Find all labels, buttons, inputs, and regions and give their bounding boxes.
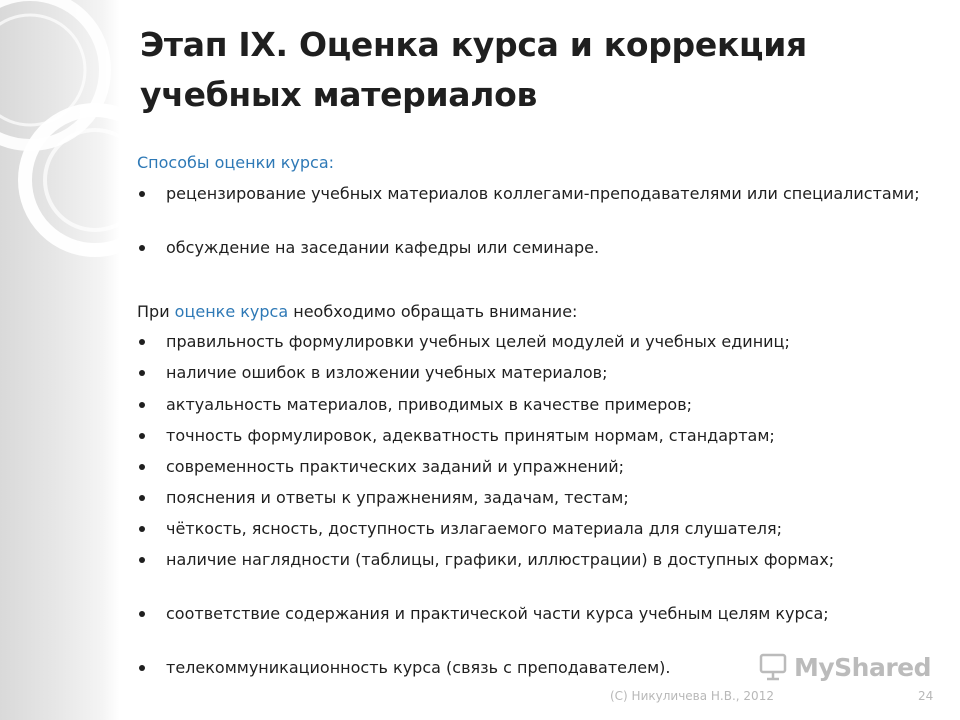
list-item-text: пояснения и ответы к упражнениям, задачам, тестам;	[166, 488, 629, 507]
list-item	[137, 549, 930, 571]
watermark-text: MyShared	[794, 652, 932, 682]
list-item-text: правильность формулировки учебных целей модулей и учебных единиц;	[166, 332, 790, 351]
list-item	[137, 603, 930, 625]
bullet-icon	[139, 495, 145, 501]
criteria-intro	[137, 302, 577, 321]
footer-page-number: 24	[918, 689, 934, 703]
list-item-text: рецензирование учебных материалов коллегами-преподавателями или специалистами;	[166, 184, 920, 203]
bullet-icon	[139, 665, 145, 671]
list-item-text: наличие ошибок в изложении учебных материалов;	[166, 363, 608, 382]
bullet-icon	[139, 339, 145, 345]
list-item	[137, 237, 930, 259]
bullet-icon	[139, 557, 145, 563]
bullet-icon	[139, 611, 145, 617]
list-item	[137, 425, 930, 447]
list-item	[137, 456, 930, 478]
list-item-text: актуальность материалов, приводимых в качестве примеров;	[166, 395, 693, 414]
criteria-intro-after: необходимо обращать внимание:	[288, 302, 578, 321]
presentation-board-icon	[758, 652, 788, 682]
methods-heading: Способы оценки курса:	[137, 153, 335, 172]
slide-title: Этап IX. Оценка курса и коррекция учебных материалов	[140, 25, 807, 114]
list-item-text: соответствие содержания и практической части курса учебным целям курса;	[166, 604, 829, 623]
list-item-text: точность формулировок, адекватность принятым нормам, стандартам;	[166, 426, 775, 445]
criteria-intro-highlight: оценке курса	[174, 302, 289, 321]
bullet-icon	[139, 370, 145, 376]
bullet-icon	[139, 245, 145, 251]
decorative-rings	[0, 0, 140, 320]
list-item	[137, 362, 930, 384]
list-item	[137, 331, 930, 353]
list-item-text: современность практических заданий и упражнений;	[166, 457, 625, 476]
list-item-text: чёткость, ясность, доступность излагаемого материала для слушателя;	[166, 519, 782, 538]
bullet-icon	[139, 191, 145, 197]
bullet-icon	[139, 402, 145, 408]
watermark	[758, 652, 931, 682]
list-item-text: телекоммуникационность курса (связь с преподавателем).	[166, 658, 671, 677]
list-item	[137, 518, 930, 540]
list-item-text: наличие наглядности (таблицы, графики, иллюстрации) в доступных формах;	[166, 550, 835, 569]
bullet-icon	[139, 464, 145, 470]
bullet-icon	[139, 526, 145, 532]
criteria-intro-before: При	[137, 302, 175, 321]
list-item-text: обсуждение на заседании кафедры или семинаре.	[166, 238, 600, 257]
footer-author: (C) Никуличева Н.В., 2012	[610, 689, 774, 703]
list-item	[137, 394, 930, 416]
bullet-icon	[139, 433, 145, 439]
list-item	[137, 487, 930, 509]
list-item	[137, 183, 930, 205]
